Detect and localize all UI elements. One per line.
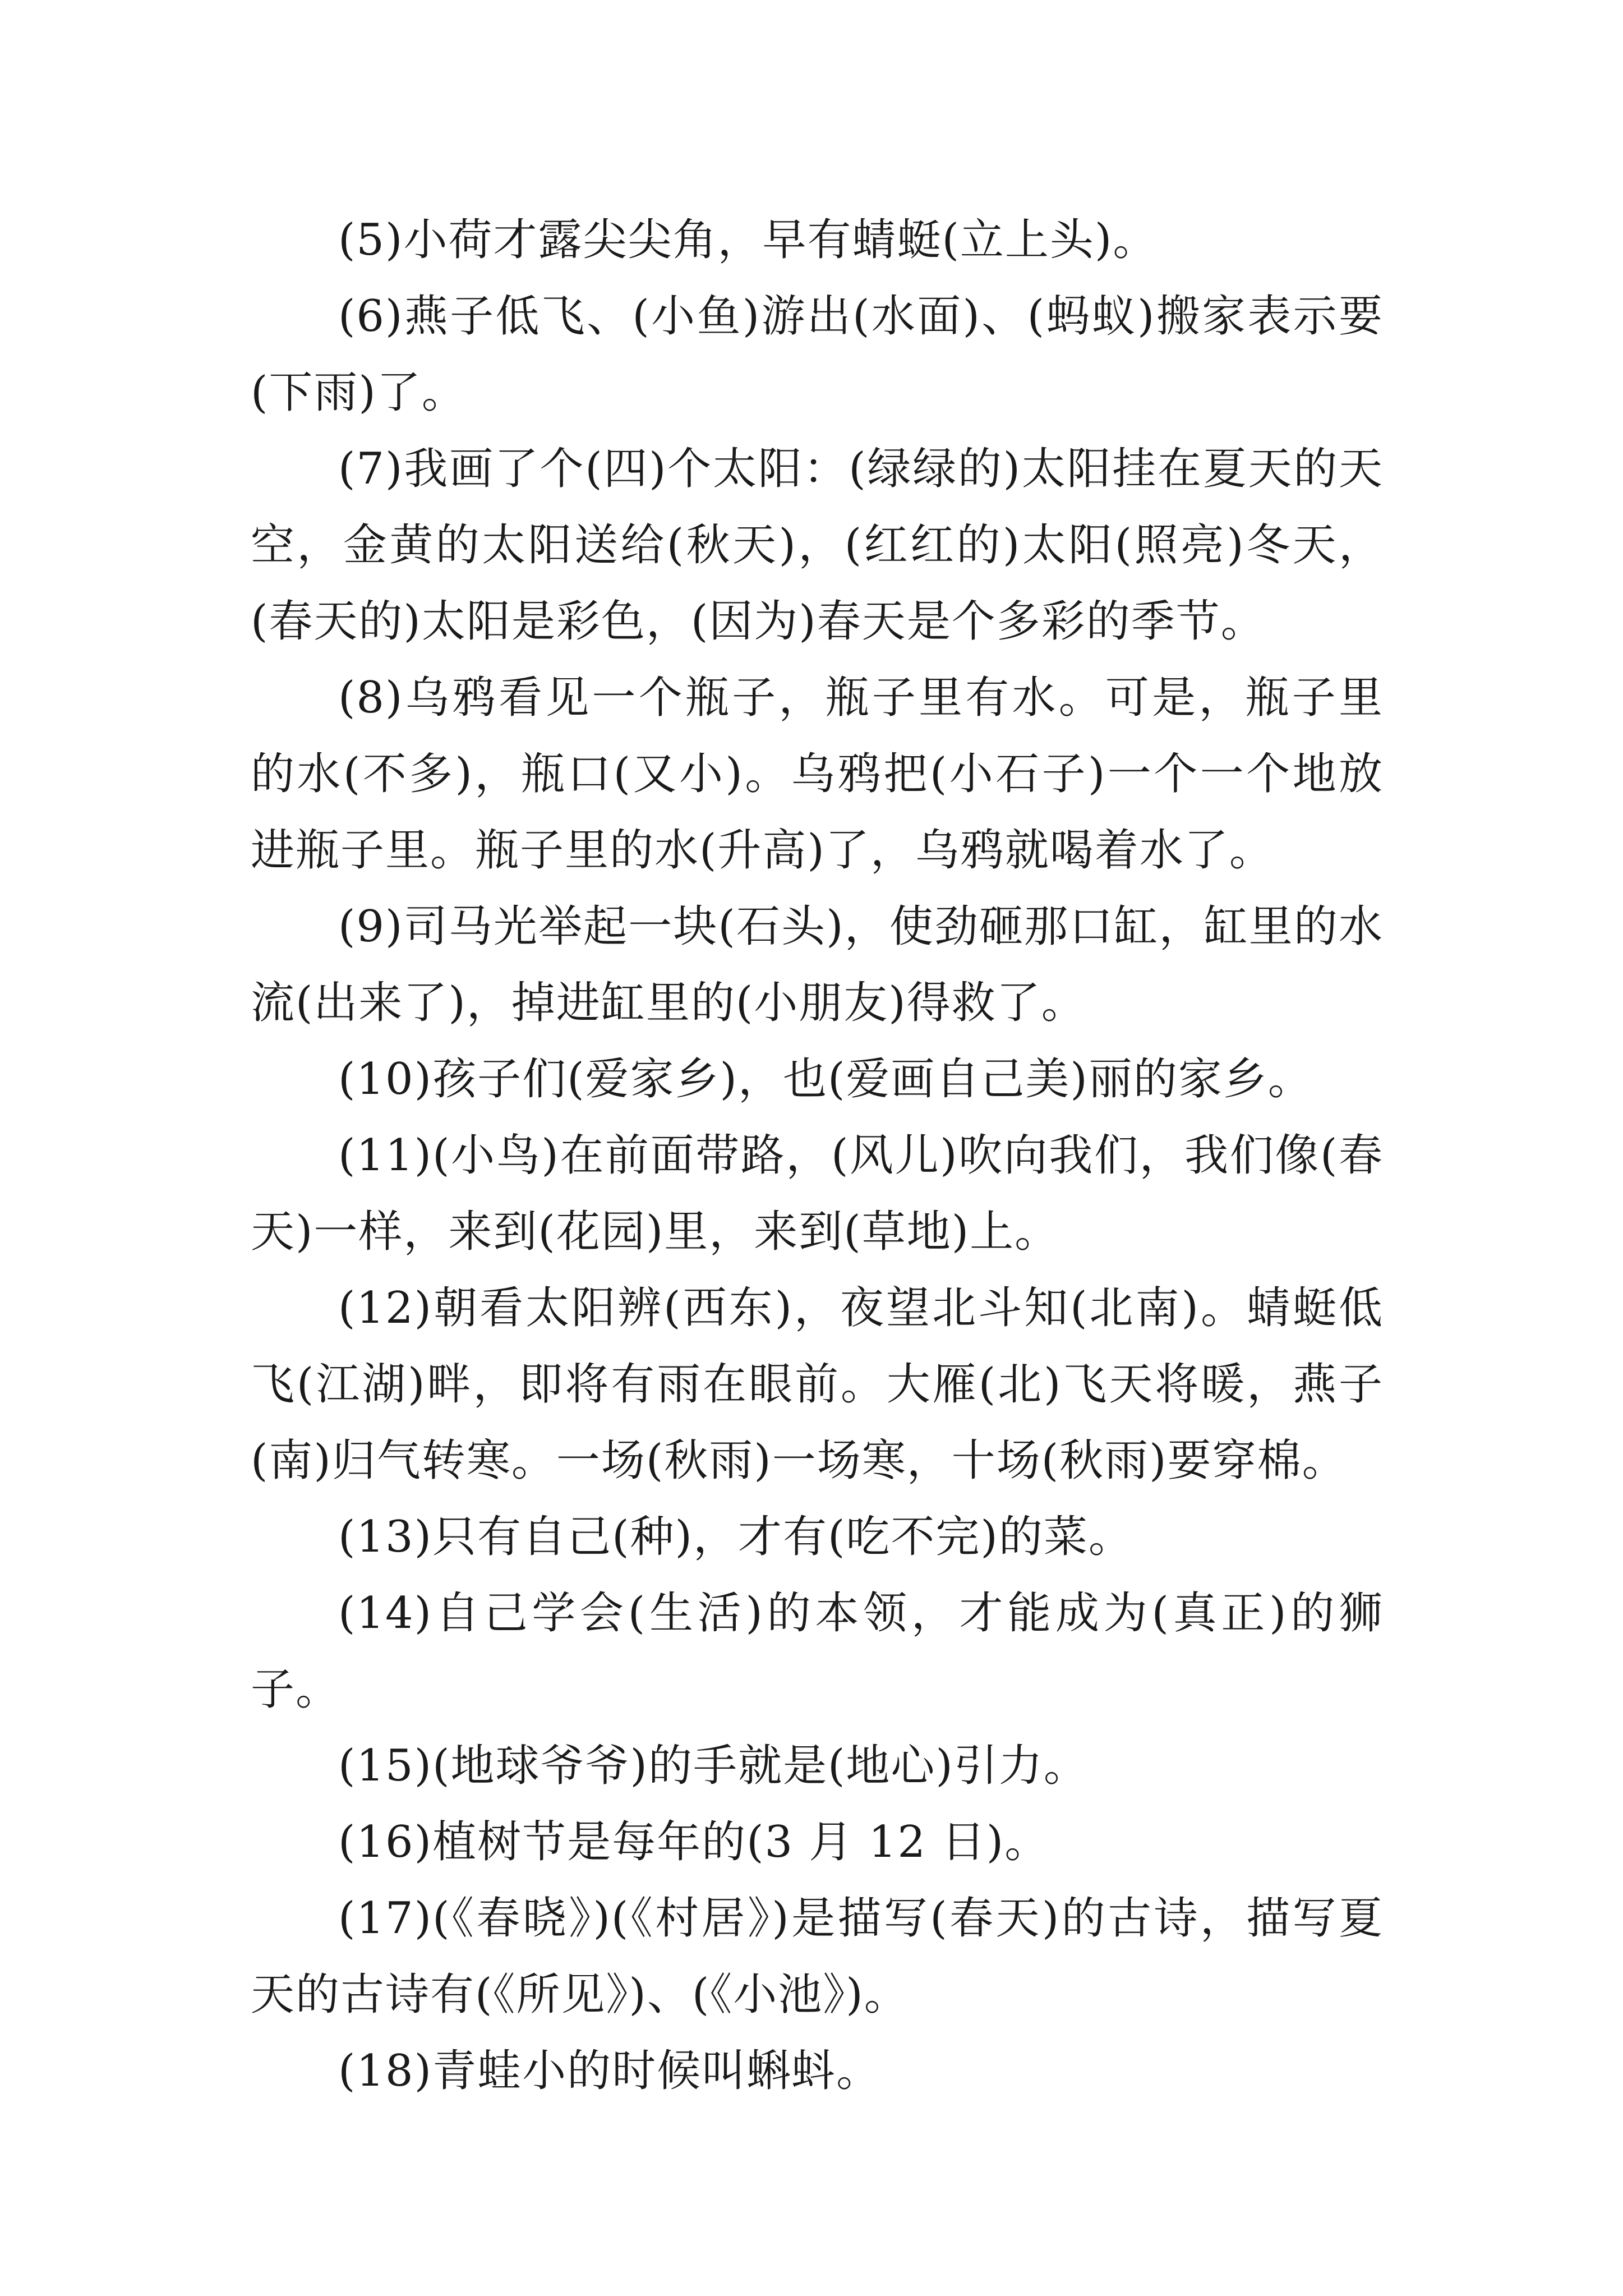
paragraph-8: (8)乌鸦看见一个瓶子，瓶子里有水。可是，瓶子里的水(不多)，瓶口(又小)。乌鸦把(小石子)一个一个地放进瓶子里。瓶子里的水(升高)了，乌鸦就喝着水了。: [251, 673, 1384, 876]
paragraph-5: (5)小荷才露尖尖角，早有蜻蜓(立上头)。: [338, 215, 1158, 265]
paragraph-12: (12)朝看太阳辨(西东)，夜望北斗知(北南)。蜻蜓低飞(江湖)畔，即将有雨在眼前。大雁(北)飞天将暖，燕子(南)归气转寒。一场(秋雨)一场寒，十场(秋雨)要穿棉。: [251, 1283, 1384, 1486]
paragraph-15: (15)(地球爷爷)的手就是(地心)引力。: [338, 1741, 1089, 1791]
paragraph-16: (16)植树节是每年的(3 月 12 日)。: [338, 1817, 1050, 1867]
paragraph-13: (13)只有自己(种)，才有(吃不完)的菜。: [338, 1512, 1133, 1562]
paragraph-10: (10)孩子们(爱家乡)，也(爱画自己美)丽的家乡。: [338, 1054, 1313, 1105]
paragraph-7: (7)我画了个(四)个太阳：(绿绿的)太阳挂在夏天的天空，金黄的太阳送给(秋天)，(红红的)太阳(照亮)冬天，(春天的)太阳是彩色，(因为)春天是个多彩的季节。: [251, 444, 1384, 647]
paragraph-17: (17)(《春晓》)(《村居》)是描写(春天)的古诗，描写夏天的古诗有(《所见》)、(《小池》)。: [251, 1893, 1384, 2020]
paragraph-14: (14)自己学会(生活)的本领，才能成为(真正)的狮子。: [251, 1588, 1384, 1715]
paragraph-6: (6)燕子低飞、(小鱼)游出(水面)、(蚂蚁)搬家表示要(下雨)了。: [251, 291, 1384, 418]
document-body: [251, 202, 1384, 2109]
paragraph-11: (11)(小鸟)在前面带路，(风儿)吹向我们，我们像(春天)一样，来到(花园)里，来到(草地)上。: [251, 1130, 1384, 1257]
paragraph-18: (18)青蛙小的时候叫蝌蚪。: [338, 2046, 882, 2096]
paragraph-9: (9)司马光举起一块(石头)，使劲砸那口缸，缸里的水流(出来了)，掉进缸里的(小朋友)得救了。: [251, 901, 1384, 1028]
